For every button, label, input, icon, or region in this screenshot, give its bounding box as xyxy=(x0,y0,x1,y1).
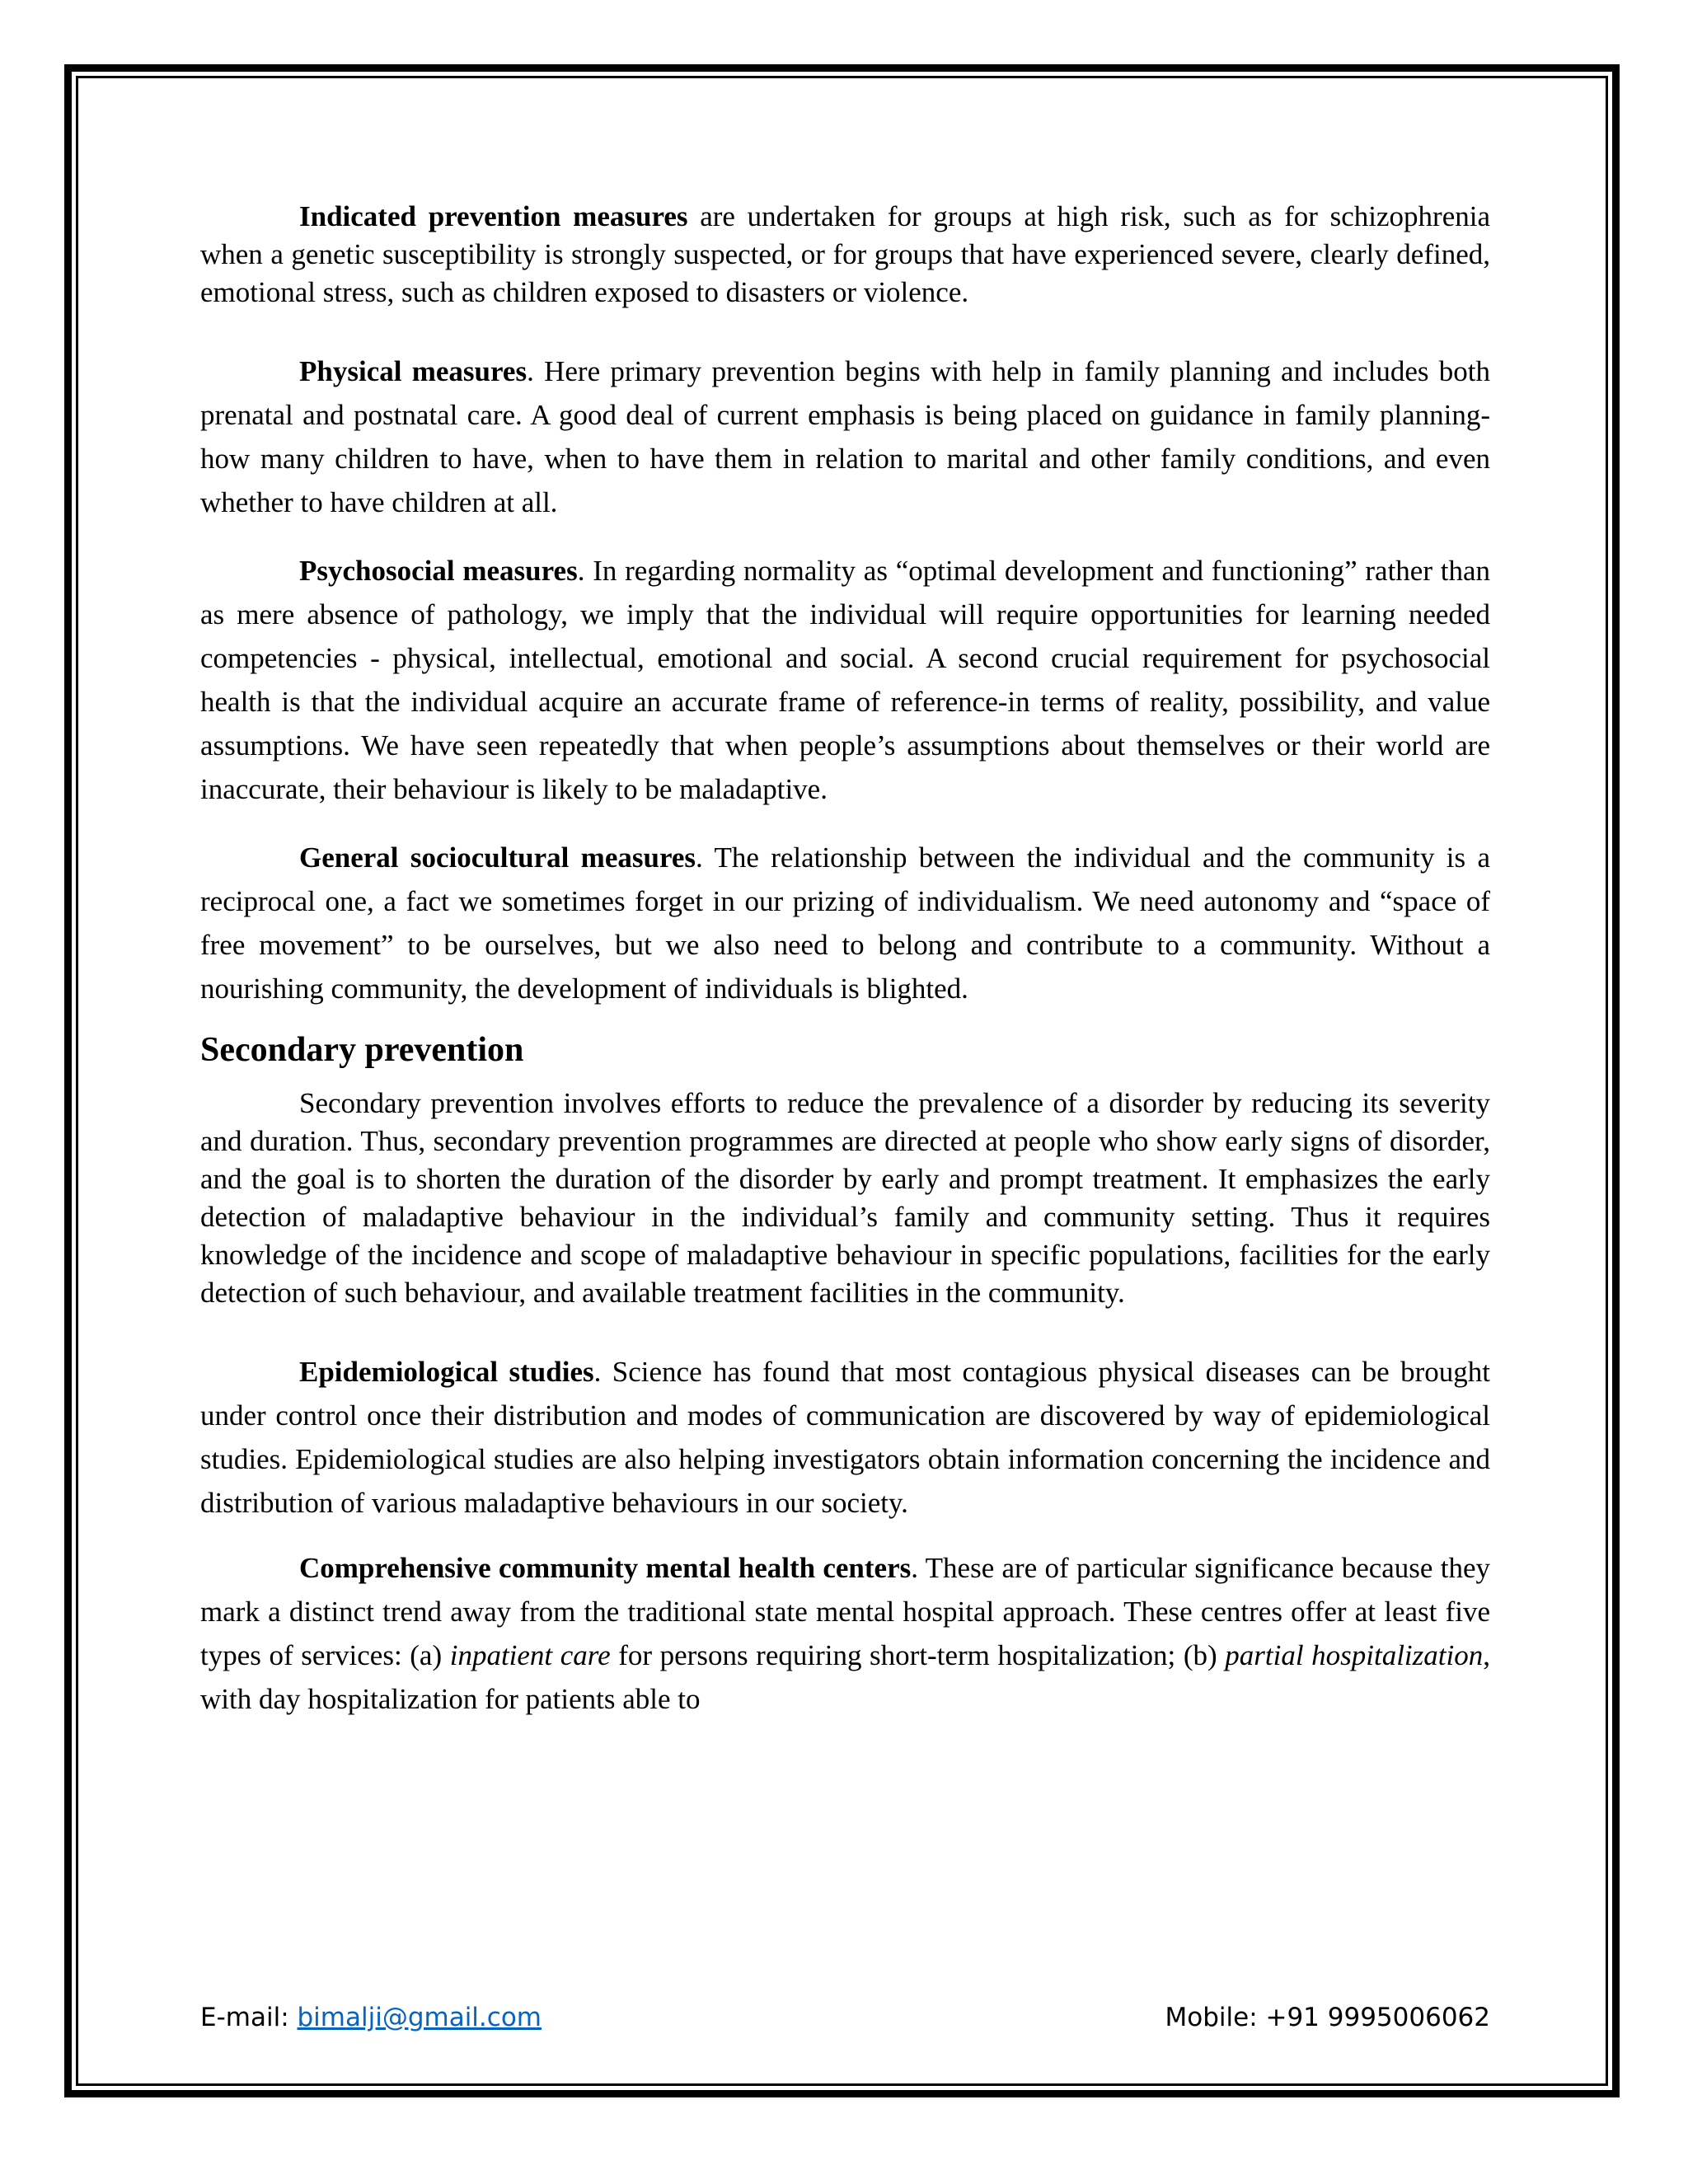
email-label: E-mail: xyxy=(200,2003,298,2032)
paragraph-text: for persons requiring short-term hospitalization; (b) xyxy=(610,1639,1226,1671)
term-indicated-prevention: Indicated prevention measures xyxy=(299,200,688,232)
paragraph-text: are undertaken for groups at high risk, such as for schizophrenia when a genetic susceptibility is strongly suspected, or for groups that have experienced severe, clearly defined, emotional stress, such as children exposed to disasters or violence. xyxy=(200,200,1490,308)
paragraph-text: , with day hospitalization for patients able to xyxy=(200,1639,1490,1715)
paragraph-physical-measures xyxy=(200,349,1490,524)
term-community-mental-health-centers: Comprehensive community mental health centers xyxy=(299,1552,912,1584)
term-physical-measures: Physical measures xyxy=(299,355,528,387)
paragraph-community-mental-health-centers xyxy=(200,1546,1490,1721)
term-psychosocial-measures: Psychosocial measures xyxy=(299,555,578,587)
term-inpatient-care: inpatient care xyxy=(449,1639,611,1671)
paragraph-text: . The relationship between the individual and the community is a reciprocal one, a fact we sometimes forget in our prizing of individualism. We need autonomy and “space of free movement” to be ourselves, but we also need to belong and contribute to a community. Without a nourishing community, the development of individuals is blighted. xyxy=(200,841,1490,1005)
paragraph-text: . Science has found that most contagious physical diseases can be brought under control once their distribution and modes of communication are discovered by way of epidemiological studies. Epidemiological studies are also helping investigators obtain information concerning the incidence and distribution of various maladaptive behaviours in our society. xyxy=(200,1356,1490,1519)
paragraph-psychosocial-measures xyxy=(200,549,1490,811)
document-body xyxy=(200,198,1490,1721)
heading-secondary-prevention: Secondary prevention xyxy=(200,1031,524,1069)
footer-mobile: Mobile: +91 9995006062 xyxy=(1165,2003,1490,2032)
paragraph-text: . In regarding normality as “optimal development and functioning” rather than as mere absence of pathology, we imply that the individual will require opportunities for learning needed competencies - physical, intellectual, emotional and social. A second crucial requirement for psychosocial health is that the individual acquire an accurate frame of reference-in terms of reality, possibility, and value assumptions. We have seen repeatedly that when people’s assumptions about themselves or their world are inaccurate, their behaviour is likely to be maladaptive. xyxy=(200,555,1491,805)
page-footer xyxy=(200,2001,1490,2034)
paragraph-text: . These are of particular significance because they mark a distinct trend away from the traditional state mental hospital approach. These centres offer at least five types of services: (a) xyxy=(200,1552,1491,1671)
paragraph-epidemiological-studies xyxy=(200,1350,1490,1525)
paragraph-secondary-prevention: Secondary prevention involves efforts to reduce the prevalence of a disorder by reducing its severity and duration. Thus, secondary prevention programmes are directed at people who show early signs of disorder, and the goal is to shorten the duration of the disorder by early and prompt treatment. It emphasizes the early detection of maladaptive behaviour in the individual’s family and community setting. Thus it requires knowledge of the incidence and scope of maladaptive behaviour in specific populations, facilities for the early detection of such behaviour, and available treatment facilities in the community. xyxy=(200,1087,1490,1309)
term-sociocultural-measures: General sociocultural measures xyxy=(299,841,696,874)
footer-email xyxy=(200,2001,542,2034)
paragraph-text: . Here primary prevention begins with help in family planning and includes both prenatal and postnatal care. A good deal of current emphasis is being placed on guidance in family planning-how many children to have, when to have them in relation to marital and other family conditions, and even whether to have children at all. xyxy=(200,355,1490,518)
email-link[interactable]: bimalji@gmail.com xyxy=(297,2003,542,2032)
term-epidemiological-studies: Epidemiological studies xyxy=(299,1356,594,1388)
paragraph-sociocultural-measures xyxy=(200,836,1490,1010)
term-partial-hospitalization: partial hospitalization xyxy=(1225,1639,1484,1671)
paragraph-indicated-prevention xyxy=(200,198,1490,312)
